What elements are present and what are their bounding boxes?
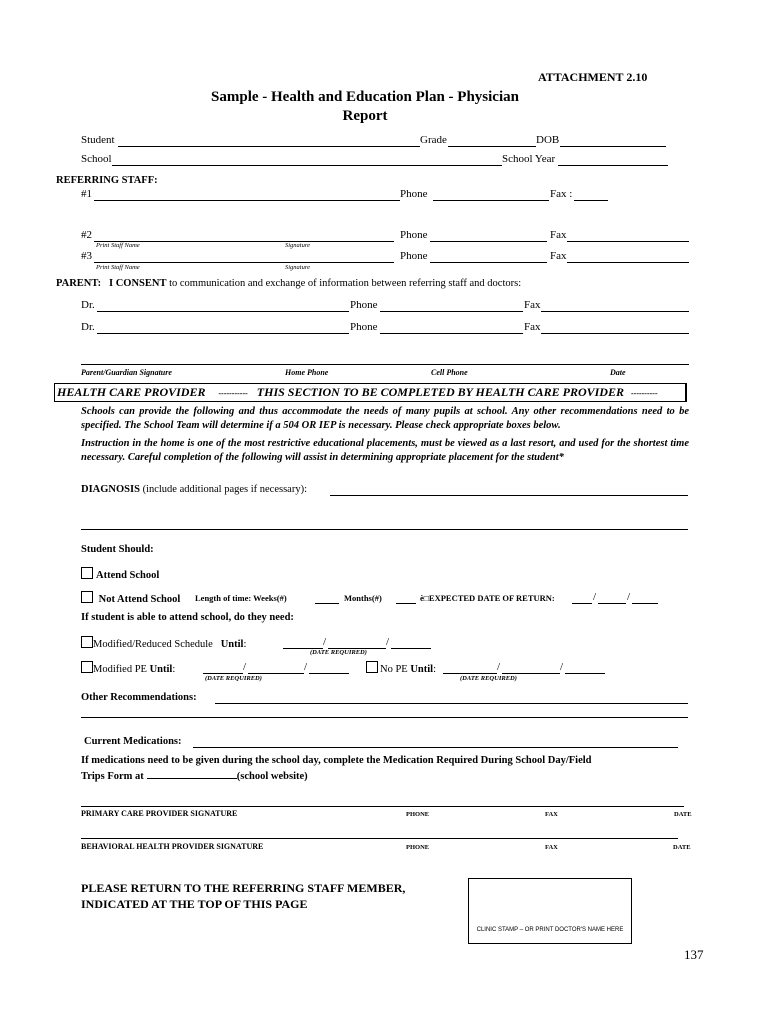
meds-line2-b: (school website) — [236, 771, 308, 782]
slash: / — [323, 636, 327, 648]
no-pe-until-day[interactable] — [502, 673, 560, 674]
student-label: Student — [81, 134, 115, 146]
staff-1-phone-field[interactable] — [433, 200, 549, 201]
staff-3-fax-label: Fax — [550, 250, 567, 262]
behavioral-provider-signature-caption: BEHAVIORAL HEALTH PROVIDER SIGNATURE — [81, 842, 264, 851]
dr-2-fax-label: Fax — [524, 321, 541, 333]
modified-schedule-option[interactable]: Modified/Reduced Schedule Until: — [81, 636, 246, 650]
dr-1-phone-field[interactable] — [380, 311, 523, 312]
no-pe-until-label: Until — [410, 664, 434, 675]
weeks-field[interactable] — [315, 603, 339, 604]
modified-pe-option[interactable]: Modified PE Until: — [81, 661, 175, 675]
cell-phone-caption: Cell Phone — [431, 368, 468, 377]
not-attend-school-label: Not Attend School — [98, 594, 181, 605]
staff-2-signature-caption: Signature — [285, 242, 311, 249]
return-instruction-line1: PLEASE RETURN TO THE REFERRING STAFF MEMBER, — [81, 881, 406, 895]
student-field[interactable] — [118, 146, 420, 147]
grade-label: Grade — [420, 134, 447, 146]
hcp-banner-dash2: ---------- — [630, 389, 658, 398]
staff-2-label: #2 — [81, 229, 92, 241]
dr-2-name-field[interactable] — [97, 333, 349, 334]
consent-text: to communication and exchange of information between referring staff and doctors: — [169, 278, 522, 289]
no-pe-label: No PE — [380, 664, 408, 675]
modified-schedule-label: Modified/Reduced Schedule — [93, 639, 213, 650]
primary-fax-caption: FAX — [545, 811, 558, 818]
dr-2-phone-label: Phone — [350, 321, 378, 333]
other-recommendations-field[interactable] — [215, 703, 688, 704]
slash: / — [304, 661, 308, 673]
hcp-paragraph-1: Schools can provide the following and thus accommodate the needs of many pupils at school. Any other recommendations need to be specified. The School Team will determine if a 504 OR IEP is necessary. Please check appropriate boxes below. — [81, 406, 689, 431]
return-month-field[interactable] — [572, 603, 592, 604]
other-recommendations-label: Other Recommendations: — [81, 692, 197, 703]
page-title-line2: Report — [342, 108, 388, 124]
page-title: Sample - Health and Education Plan - Physician — [211, 89, 519, 105]
staff-3-fax-field[interactable] — [567, 262, 689, 263]
home-phone-caption: Home Phone — [285, 368, 329, 377]
dr-2-fax-field[interactable] — [541, 333, 689, 334]
clinic-stamp-box[interactable] — [468, 878, 632, 944]
not-attend-school-option[interactable] — [81, 591, 180, 605]
dr-1-label: Dr. — [81, 299, 95, 311]
no-pe-until-year[interactable] — [565, 673, 605, 674]
attend-school-option[interactable] — [81, 567, 159, 581]
referring-staff-heading: REFERRING STAFF: — [56, 175, 158, 186]
attend-school-checkbox[interactable] — [81, 567, 93, 579]
length-label: Length of time: Weeks(#) — [195, 593, 287, 603]
medications-note-line1: If medications need to be given during the school day, complete the Medication Required During School Day/Field — [81, 755, 592, 766]
dr-1-name-field[interactable] — [97, 311, 349, 312]
staff-2-print-name-caption: Print Staff Name — [96, 242, 140, 249]
staff-2-fax-field[interactable] — [567, 241, 689, 242]
date-caption: Date — [610, 368, 626, 377]
return-day-field[interactable] — [598, 603, 626, 604]
dob-label: DOB — [536, 134, 560, 146]
slash: / — [627, 591, 631, 603]
staff-3-print-name-caption: Print Staff Name — [96, 264, 140, 271]
return-year-field[interactable] — [632, 603, 658, 604]
hcp-banner-dash1: ----------- — [218, 389, 248, 398]
until-label: Until — [220, 639, 244, 650]
hcp-banner-right: THIS SECTION TO BE COMPLETED BY HEALTH CARE PROVIDER — [256, 385, 624, 399]
pe-until-month[interactable] — [203, 673, 243, 674]
primary-provider-signature-line[interactable] — [81, 806, 684, 807]
expected-return-label: è□EXPECTED DATE OF RETURN: — [420, 593, 555, 603]
pe-date-required: (DATE REQUIRED) — [205, 675, 262, 682]
slash: / — [386, 636, 390, 648]
school-year-field[interactable] — [558, 165, 668, 166]
months-field[interactable] — [396, 603, 416, 604]
able-to-attend-heading: If student is able to attend school, do they need: — [81, 612, 294, 623]
staff-2-fax-label: Fax — [550, 229, 567, 241]
student-should-heading: Student Should: — [81, 544, 154, 555]
modified-pe-until-label: Until — [149, 664, 173, 675]
primary-date-caption: DATE — [674, 811, 692, 818]
diagnosis-field-2[interactable] — [81, 529, 688, 530]
page-number: 137 — [684, 947, 704, 962]
slash: / — [243, 661, 247, 673]
slash: / — [593, 591, 597, 603]
staff-1-fax-field[interactable] — [574, 200, 608, 201]
current-medications-field[interactable] — [193, 747, 678, 748]
school-year-label: School Year — [502, 153, 556, 165]
staff-3-phone-label: Phone — [400, 250, 428, 262]
no-pe-option[interactable]: No PE Until: — [366, 661, 436, 675]
staff-1-phone-label: Phone — [400, 188, 428, 200]
staff-1-name-field[interactable] — [94, 200, 400, 201]
parent-signature-caption: Parent/Guardian Signature — [81, 368, 172, 377]
dr-1-fax-field[interactable] — [541, 311, 689, 312]
hcp-banner — [54, 383, 687, 402]
school-label: School — [81, 153, 112, 165]
primary-phone-caption: PHONE — [406, 811, 430, 818]
return-instruction-line2: INDICATED AT THE TOP OF THIS PAGE — [81, 897, 308, 911]
dr-2-label: Dr. — [81, 321, 95, 333]
staff-3-signature-caption: Signature — [285, 264, 311, 271]
clinic-stamp-label: CLINIC STAMP – OR PRINT DOCTOR'S NAME HERE — [476, 927, 624, 933]
staff-3-phone-field[interactable] — [430, 262, 547, 263]
behavioral-phone-caption: PHONE — [406, 844, 430, 851]
staff-3-name-field[interactable] — [94, 262, 394, 263]
schedule-until-year[interactable] — [391, 648, 431, 649]
medications-note-line2 — [81, 768, 308, 782]
primary-provider-signature-caption: PRIMARY CARE PROVIDER SIGNATURE — [81, 809, 238, 818]
staff-3-label: #3 — [81, 250, 92, 262]
other-recommendations-text: Other Recommendations — [81, 692, 194, 703]
parent-label: PARENT: — [56, 278, 102, 289]
current-medications-label: Current Medications: — [84, 736, 182, 747]
not-attend-school-checkbox[interactable] — [81, 591, 93, 603]
school-field[interactable] — [112, 165, 502, 166]
behavioral-provider-signature-line[interactable] — [81, 838, 678, 839]
behavioral-fax-caption: FAX — [545, 844, 558, 851]
staff-2-phone-field[interactable] — [430, 241, 547, 242]
staff-1-fax-label: Fax : — [550, 188, 573, 200]
pe-until-year[interactable] — [309, 673, 349, 674]
diagnosis-label: DIAGNOSIS — [81, 484, 140, 495]
dr-2-phone-field[interactable] — [380, 333, 523, 334]
hcp-banner-left: HEALTH CARE PROVIDER — [57, 385, 206, 399]
diagnosis-field[interactable] — [330, 495, 688, 496]
modified-pe-checkbox[interactable] — [81, 661, 93, 673]
parent-consent — [56, 278, 521, 289]
other-recommendations-field-2[interactable] — [81, 717, 688, 718]
modified-schedule-checkbox[interactable] — [81, 636, 93, 648]
slash: / — [497, 661, 501, 673]
diagnosis-row — [81, 484, 307, 495]
months-label: Months(#) — [344, 593, 382, 603]
meds-line2-a: Trips Form at — [81, 771, 144, 782]
school-website-field[interactable] — [147, 768, 237, 779]
no-pe-date-required: (DATE REQUIRED) — [460, 675, 517, 682]
schedule-date-required: (DATE REQUIRED) — [310, 649, 367, 656]
no-pe-until-month[interactable] — [443, 673, 497, 674]
staff-1-label: #1 — [81, 188, 92, 200]
modified-pe-label: Modified PE — [93, 664, 147, 675]
dr-1-phone-label: Phone — [350, 299, 378, 311]
no-pe-checkbox[interactable] — [366, 661, 378, 673]
diagnosis-note: (include additional pages if necessary): — [142, 484, 307, 495]
dob-field[interactable] — [560, 146, 666, 147]
dr-1-fax-label: Fax — [524, 299, 541, 311]
slash: / — [560, 661, 564, 673]
pe-until-day[interactable] — [248, 673, 304, 674]
grade-field[interactable] — [448, 146, 536, 147]
staff-2-phone-label: Phone — [400, 229, 428, 241]
attend-school-label: Attend School — [96, 570, 160, 581]
behavioral-date-caption: DATE — [673, 844, 691, 851]
parent-signature-line[interactable] — [81, 364, 689, 365]
attachment-label: ATTACHMENT 2.10 — [538, 70, 648, 84]
hcp-paragraph-2: Instruction in the home is one of the most restrictive educational placements, must be viewed as a last resort, and used for the shortest time necessary. Careful completion of the following will assist in determining appropriate placement for the student* — [81, 438, 689, 463]
consent-bold: I CONSENT — [108, 278, 167, 289]
